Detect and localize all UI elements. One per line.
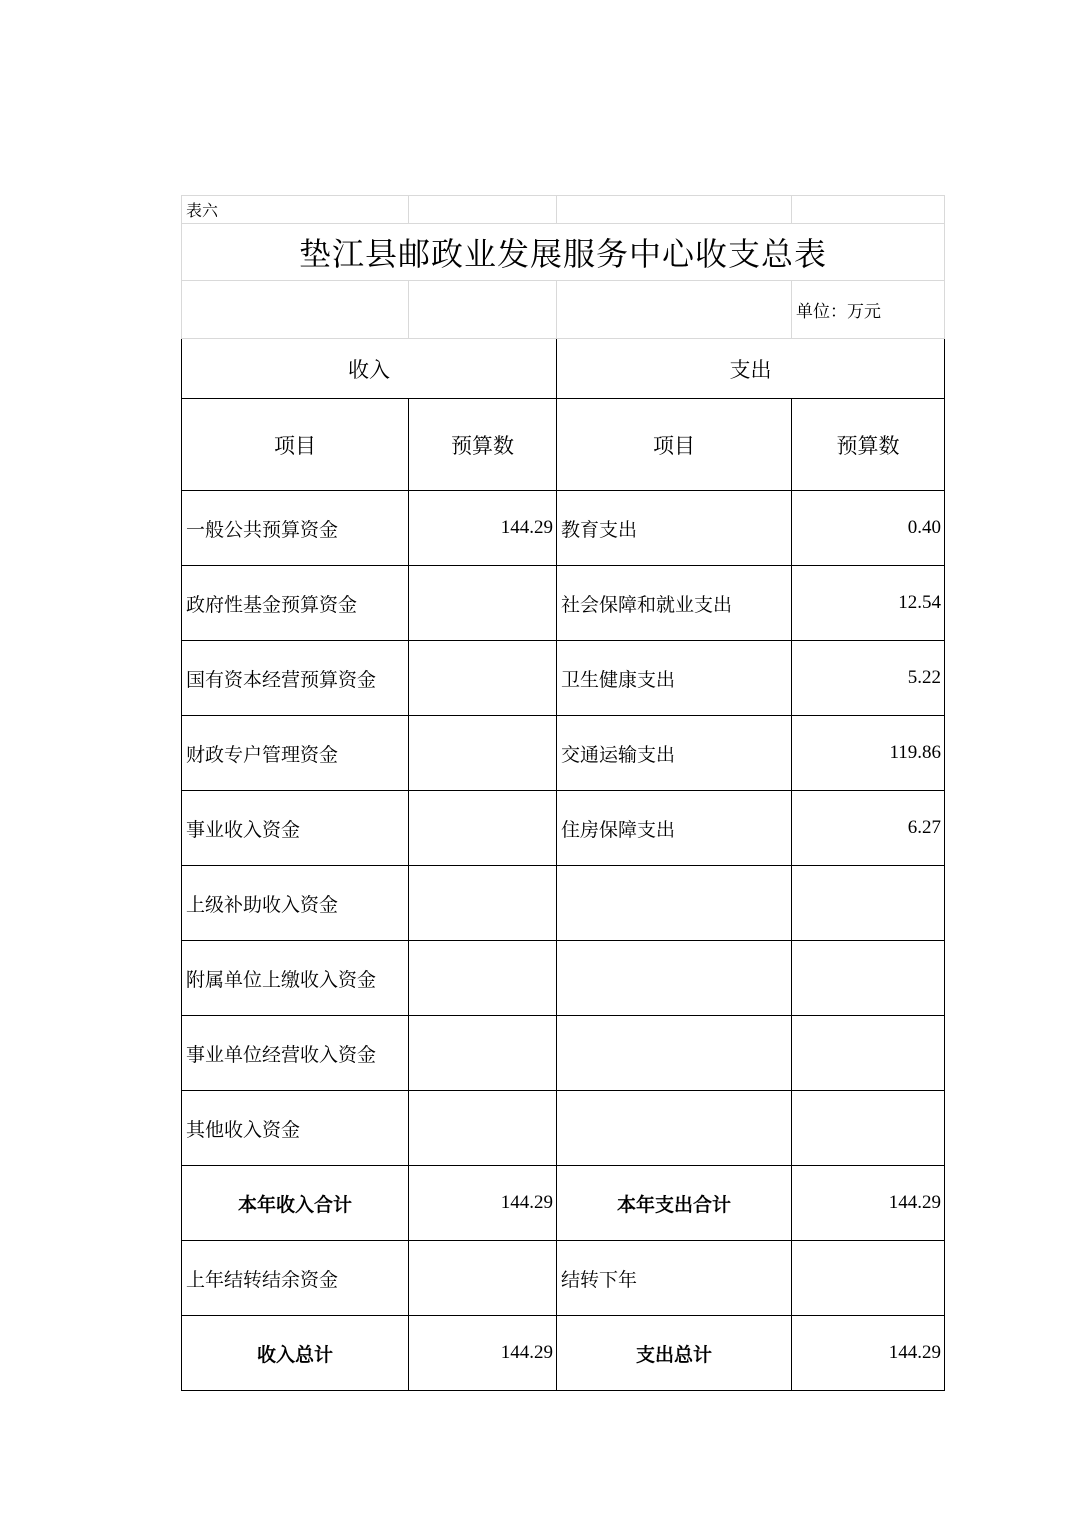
income-item: 财政专户管理资金 [182, 716, 409, 791]
expense-value: 6.27 [792, 791, 945, 866]
expense-value [792, 1091, 945, 1166]
table-row [182, 491, 945, 566]
income-value [409, 566, 557, 641]
expense-item [557, 941, 792, 1016]
carryover-income-value [409, 1241, 557, 1316]
expense-budget-header: 预算数 [792, 399, 945, 491]
title-row [182, 224, 945, 281]
expense-item [557, 1016, 792, 1091]
expense-value: 12.54 [792, 566, 945, 641]
expense-value [792, 941, 945, 1016]
income-value [409, 1016, 557, 1091]
income-item: 其他收入资金 [182, 1091, 409, 1166]
income-item-header: 项目 [182, 399, 409, 491]
income-value [409, 1091, 557, 1166]
expense-item [557, 1091, 792, 1166]
year-expense-total-value: 144.29 [792, 1166, 945, 1241]
income-value [409, 866, 557, 941]
expense-item: 交通运输支出 [557, 716, 792, 791]
grand-expense-total-value: 144.29 [792, 1316, 945, 1391]
expense-item: 住房保障支出 [557, 791, 792, 866]
income-value [409, 641, 557, 716]
column-header-row [182, 399, 945, 491]
budget-summary-table [181, 195, 945, 1391]
page-title: 垫江县邮政业发展服务中心收支总表 [182, 224, 945, 281]
carryover-row [182, 1241, 945, 1316]
income-value: 144.29 [409, 491, 557, 566]
year-income-total-label: 本年收入合计 [182, 1166, 409, 1241]
income-value [409, 716, 557, 791]
income-item: 政府性基金预算资金 [182, 566, 409, 641]
table-row [182, 1016, 945, 1091]
income-item: 上级补助收入资金 [182, 866, 409, 941]
expense-value: 0.40 [792, 491, 945, 566]
income-item: 附属单位上缴收入资金 [182, 941, 409, 1016]
table-row [182, 566, 945, 641]
expense-section-header: 支出 [557, 339, 945, 399]
unit-row [182, 281, 945, 339]
expense-value: 5.22 [792, 641, 945, 716]
table-label-row [182, 196, 945, 224]
expense-value: 119.86 [792, 716, 945, 791]
income-item: 事业单位经营收入资金 [182, 1016, 409, 1091]
year-income-total-value: 144.29 [409, 1166, 557, 1241]
grand-income-total-value: 144.29 [409, 1316, 557, 1391]
income-section-header: 收入 [182, 339, 557, 399]
carryover-expense-value [792, 1241, 945, 1316]
grand-total-row [182, 1316, 945, 1391]
income-value [409, 791, 557, 866]
income-item: 事业收入资金 [182, 791, 409, 866]
grand-income-total-label: 收入总计 [182, 1316, 409, 1391]
income-item: 一般公共预算资金 [182, 491, 409, 566]
expense-item: 教育支出 [557, 491, 792, 566]
table-row [182, 1091, 945, 1166]
table-row [182, 791, 945, 866]
expense-item: 社会保障和就业支出 [557, 566, 792, 641]
expense-value [792, 1016, 945, 1091]
table-row [182, 941, 945, 1016]
table-row [182, 866, 945, 941]
expense-value [792, 866, 945, 941]
year-total-row [182, 1166, 945, 1241]
income-item: 国有资本经营预算资金 [182, 641, 409, 716]
expense-item [557, 866, 792, 941]
section-header-row [182, 339, 945, 399]
grand-expense-total-label: 支出总计 [557, 1316, 792, 1391]
carryover-income-label: 上年结转结余资金 [182, 1241, 409, 1316]
income-budget-header: 预算数 [409, 399, 557, 491]
expense-item: 卫生健康支出 [557, 641, 792, 716]
income-value [409, 941, 557, 1016]
unit-label: 单位：万元 [792, 281, 945, 339]
table-label: 表六 [182, 196, 409, 224]
table-row [182, 716, 945, 791]
expense-item-header: 项目 [557, 399, 792, 491]
year-expense-total-label: 本年支出合计 [557, 1166, 792, 1241]
table-row [182, 641, 945, 716]
carryover-expense-label: 结转下年 [557, 1241, 792, 1316]
